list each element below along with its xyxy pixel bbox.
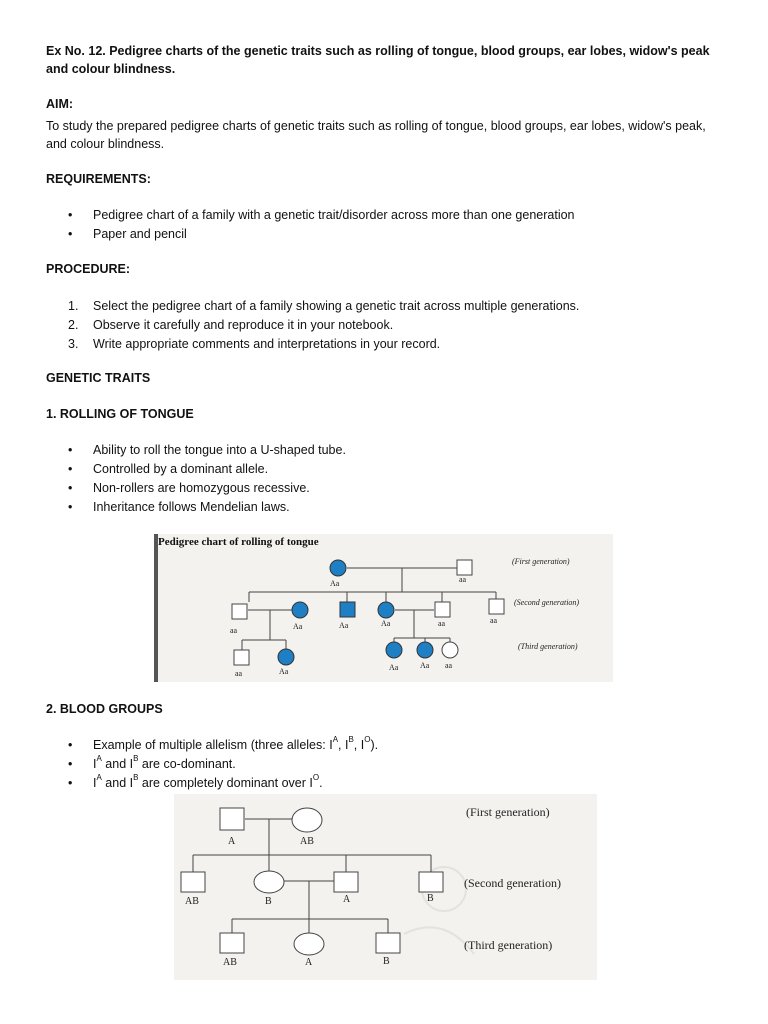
list-item: • Pedigree chart of a family with a genetic trait/disorder across more than one generation [68,208,575,222]
g2-male-a [181,872,205,892]
list-item: • $I^A$ and $I^B$ are completely dominant over $I^O$. [68,773,323,790]
list-item: • Non-rollers are homozygous recessive. [68,481,310,495]
g2-male-d [419,872,443,892]
g2-female-b [254,871,284,893]
blood-group-pedigree-chart [174,794,597,980]
g1-male [220,808,244,830]
g2-female-affected [292,602,308,618]
g1-female-affected [330,560,346,576]
g3-female-affected-b [417,642,433,658]
list-item: • Inheritance follows Mendelian laws. [68,500,290,514]
aim-heading: AIM: [46,97,74,111]
genotype-label: Aa [389,663,399,672]
g3-male-a [220,933,244,953]
aim-text: To study the prepared pedigree charts of genetic traits such as rolling of tongue, blood groups, ear lobes, widow's peak, and colour blindness. [46,119,706,151]
genotype-label: Aa [381,619,391,628]
generation-label: (Third generation) [464,938,553,952]
g2-female-affected-2 [378,602,394,618]
list-item: 1. Select the pedigree chart of a family showing a genetic trait across multiple generations. [68,299,580,313]
genotype-label: aa [230,626,238,635]
g2-male-affected [340,602,355,617]
generation-label: (Second generation) [464,876,561,890]
blood-group-label: B [383,956,390,967]
procedure-list [46,297,726,354]
blood-groups-list [46,736,726,793]
exercise-title: Ex No. 12. Pedigree charts of the genetic traits such as rolling of tongue, blood groups, ear lobes, widow's peak and colour blindness. [46,44,710,76]
g2-male-e [489,599,504,614]
rolling-pedigree-figure [154,534,613,682]
rolling-heading: 1. ROLLING OF TONGUE [46,407,194,421]
genotype-label: Aa [330,579,340,588]
generation-label: (First generation) [512,557,570,566]
g3-male [234,650,249,665]
g2-male-d [435,602,450,617]
g1-male [457,560,472,575]
blood-group-label: AB [223,957,237,968]
blood-group-label: AB [300,836,314,847]
genotype-label: aa [459,575,467,584]
requirements-list [46,206,726,244]
list-item: 2. Observe it carefully and reproduce it in your notebook. [68,318,394,332]
generation-label: (Third generation) [518,642,578,651]
requirements-heading: REQUIREMENTS: [46,172,151,186]
list-item: • Ability to roll the tongue into a U-shaped tube. [68,443,346,457]
g3-male-c [376,933,400,953]
list-item: • Paper and pencil [68,227,187,241]
genotype-label: Aa [279,667,289,676]
rolling-chart-title: Pedigree chart of rolling of tongue [158,536,319,548]
blood-group-label: A [228,836,236,847]
genotype-label: Aa [293,622,303,631]
blood-group-pedigree-figure [174,794,597,980]
list-item: 3. Write appropriate comments and interpretations in your record. [68,337,441,351]
genotype-label: aa [235,669,243,678]
genetic-traits-heading: GENETIC TRAITS [46,371,151,385]
g3-female-affected [278,649,294,665]
blood-groups-heading: 2. BLOOD GROUPS [46,702,163,716]
list-item: • Example of multiple allelism (three alleles: $I^A$, $I^B$, $I^O$). [68,735,379,752]
list-item: • Controlled by a dominant allele. [68,462,269,476]
genotype-label: aa [490,616,498,625]
genotype-label: Aa [339,621,349,630]
g3-female-unaffected [442,642,458,658]
rolling-list [46,441,726,517]
list-item: • $I^A$ and $I^B$ are co-dominant. [68,754,236,771]
genotype-label: aa [445,661,453,670]
chart-left-edge [154,534,158,682]
g2-male-left [232,604,247,619]
blood-group-label: A [343,894,351,905]
g2-male-c [334,872,358,892]
blood-group-label: A [305,957,313,968]
genotype-label: Aa [420,661,430,670]
g3-female-b [294,933,324,955]
blood-group-label: B [427,893,434,904]
g1-female [292,808,322,832]
generation-label: (First generation) [466,805,550,819]
blood-group-label: B [265,896,272,907]
procedure-heading: PROCEDURE: [46,262,131,276]
generation-label: (Second generation) [514,598,580,607]
blood-group-label: AB [185,896,199,907]
rolling-pedigree-chart [154,534,613,682]
genotype-label: aa [438,619,446,628]
g3-female-affected-a [386,642,402,658]
